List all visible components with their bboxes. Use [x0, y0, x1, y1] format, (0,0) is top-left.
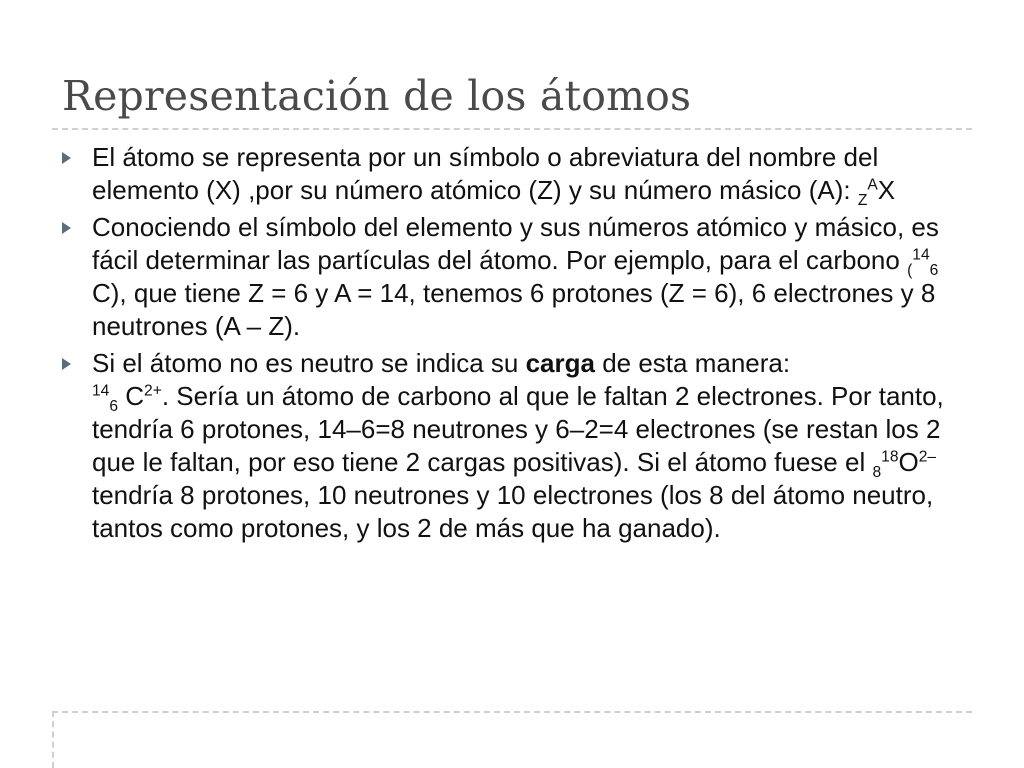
- bullet-text: . Sería un átomo de carbono al que le faltan 2 electrones. Por tanto, tendría 6 protones, 14–6=8 neutrones y 6–2=4 electrones (se restan los 2 que le faltan, por eso tiene 2 cargas positivas). Si el átomo fuese el: [92, 381, 944, 477]
- mass-number: 14: [92, 382, 110, 400]
- ion-charge: 2–: [918, 448, 937, 466]
- title-divider: [52, 128, 972, 130]
- bullet-text: C), que tiene Z = 6 y A = 14, tenemos 6 protones (Z = 6), 6 electrones y 8 neutrones (A – Z).: [92, 278, 936, 341]
- atomic-number: 8: [872, 464, 882, 482]
- triangle-bullet-icon: [62, 222, 71, 234]
- footer-divider: [52, 711, 972, 713]
- element-symbol: X: [877, 175, 896, 205]
- ion-charge: 2+: [144, 382, 162, 400]
- bullet-text: Conociendo el símbolo del elemento y sus números atómico y másico, es fácil determinar las partículas del átomo. Por ejemplo, para el carbono: [92, 212, 939, 275]
- mass-number: 18: [881, 448, 899, 466]
- triangle-bullet-icon: [62, 358, 71, 370]
- mass-number: A: [867, 176, 878, 194]
- bullet-text: tendría 8 protones, 10 neutrones y 10 electrones (los 8 del átomo neutro, tantos como protones, y los 2 de más que ha ganado).: [92, 480, 934, 543]
- triangle-bullet-icon: [62, 152, 71, 164]
- bullet-text: Si el átomo no es neutro se indica su: [92, 348, 526, 378]
- atomic-number: 6: [109, 398, 119, 416]
- slide-title: Representación de los átomos: [62, 72, 692, 120]
- atomic-number: 6: [929, 262, 939, 280]
- paren-subscript: (: [907, 262, 913, 280]
- mass-number: 14: [912, 246, 930, 264]
- bullet-item: [62, 347, 974, 545]
- bold-term: carga: [525, 348, 595, 378]
- bullet-item: [62, 141, 974, 210]
- element-symbol: O: [898, 447, 919, 477]
- bullet-text: de esta manera:: [594, 348, 791, 378]
- bullet-text: El átomo se representa por un símbolo o abreviatura del nombre del elemento (X) ,por su número atómico (Z) y su número másico (A):: [92, 142, 879, 205]
- bullet-item: [62, 211, 974, 343]
- bullet-list: [62, 141, 974, 549]
- atomic-number: Z: [857, 192, 868, 210]
- footer-left-rule: [52, 711, 54, 768]
- element-symbol: C: [118, 381, 145, 411]
